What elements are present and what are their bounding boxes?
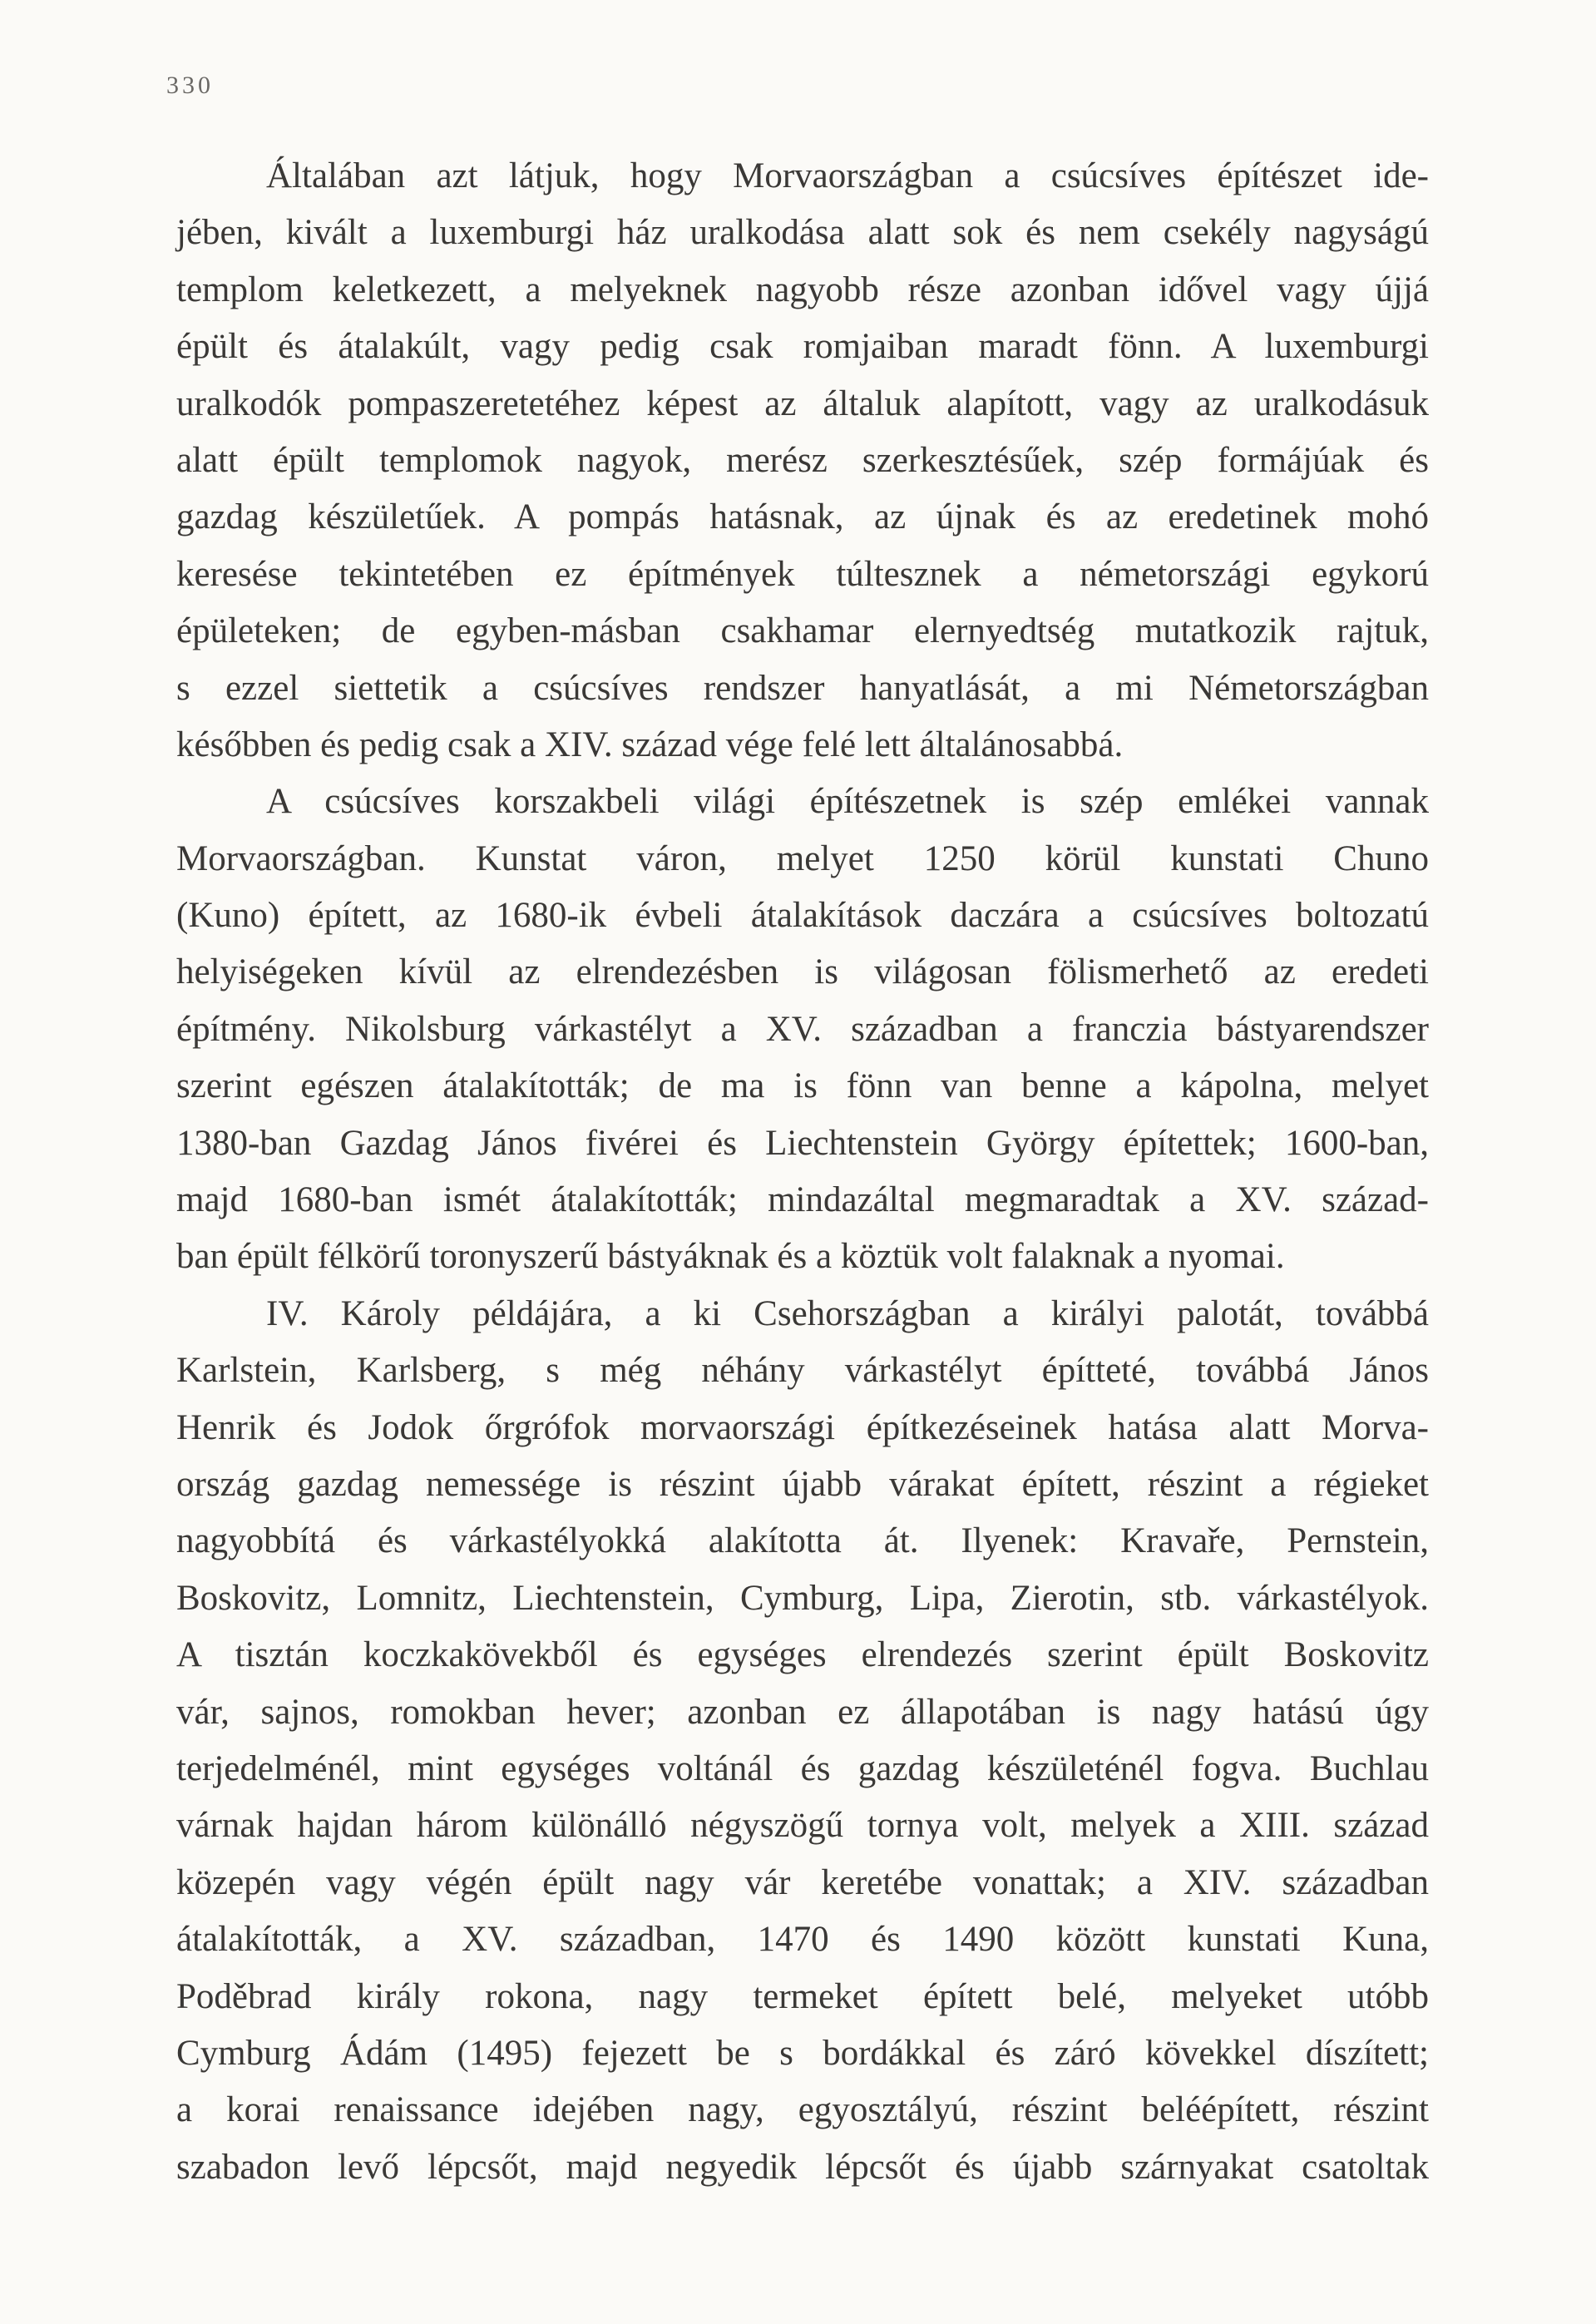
text-line: templom keletkezett, a melyeknek nagyobb része azonban idővel vagy újjá [176,269,1429,309]
text-line: s ezzel siettetik a csúcsíves rendszer hanyatlását, a mi Németországban [176,668,1429,708]
text-line: szabadon levő lépcsőt, majd negyedik lépcsőt és újabb szárnyakat csatoltak [176,2147,1429,2187]
text-line: uralkodók pompaszeretetéhez képest az általuk alapított, vagy az uralkodásuk [176,383,1429,423]
text-line: gazdag készületűek. A pompás hatásnak, az újnak és az eredetinek mohó [176,497,1429,537]
text-line: Henrik és Jodok őrgrófok morvaországi építkezéseinek hatása alatt Morva- [176,1407,1429,1447]
text-line: átalakították, a XV. században, 1470 és 1490 között kunstati Kuna, [176,1920,1429,1960]
text-line: (Kuno) épített, az 1680-ik évbeli átalakítások daczára a csúcsíves boltozatú [176,896,1429,936]
text-line: jében, kivált a luxemburgi ház uralkodása alatt sok és nem csekély nagyságú [176,213,1429,253]
text-line: Általában azt látjuk, hogy Morvaországban a csúcsíves építészet ide- [266,156,1429,195]
text-line: építmény. Nikolsburg várkastélyt a XV. században a franczia bástyarendszer [176,1009,1429,1049]
text-line: IV. Károly példájára, a ki Csehországban a királyi palotát, továbbá [266,1293,1429,1333]
text-line: Cymburg Ádám (1495) fejezett be s bordákkal és záró kövekkel díszített; [176,2033,1429,2073]
text-line: épületeken; de egyben-másban csakhamar elernyedtség mutatkozik rajtuk, [176,611,1429,651]
text-line: 1380-ban Gazdag János fivérei és Liechtenstein György építettek; 1600-ban, [176,1123,1429,1163]
text-line: épült és átalakúlt, vagy pedig csak romjaiban maradt fönn. A luxemburgi [176,327,1429,367]
text-line: várnak hajdan három különálló négyszögű tornya volt, melyek a XIII. század [176,1806,1429,1846]
text-line: Poděbrad király rokona, nagy termeket épített belé, melyeket utóbb [176,1976,1429,2016]
text-line: keresése tekintetében ez építmények túltesznek a németországi egykorú [176,554,1429,594]
text-line: Karlstein, Karlsberg, s még néhány várkastélyt építteté, továbbá János [176,1351,1429,1391]
text-line: Boskovitz, Lomnitz, Liechtenstein, Cymburg, Lipa, Zierotin, stb. várkastélyok. [176,1578,1429,1618]
text-line: vár, sajnos, romokban hever; azonban ez állapotában is nagy hatású úgy [176,1692,1429,1732]
text-line: alatt épült templomok nagyok, merész szerkesztésűek, szép formájúak és [176,440,1429,480]
text-line: későbben és pedig csak a XIV. század vége felé lett általánosabbá. [176,724,1124,764]
body-text [176,148,1429,2196]
text-line: ban épült félkörű toronyszerű bástyáknak és a köztük volt falaknak a nyomai. [176,1237,1285,1277]
text-line: terjedelménél, mint egységes voltánál és gazdag készületénél fogva. Buchlau [176,1748,1429,1788]
text-line: nagyobbítá és várkastélyokká alakította át. Ilyenek: Kravaře, Pernstein, [176,1521,1429,1561]
page-number: 330 [166,72,214,99]
text-line: szerint egészen átalakították; de ma is fönn van benne a kápolna, melyet [176,1066,1429,1106]
text-line: A tisztán koczkakövekből és egységes elrendezés szerint épült Boskovitz [176,1635,1429,1675]
text-line: ország gazdag nemessége is részint újabb várakat épített, részint a régieket [176,1464,1429,1504]
text-line: A csúcsíves korszakbeli világi építészetnek is szép emlékei vannak [266,782,1429,822]
text-line: Morvaországban. Kunstat váron, melyet 1250 körül kunstati Chuno [176,838,1429,878]
text-line: majd 1680-ban ismét átalakították; mindazáltal megmaradtak a XV. század- [176,1180,1429,1220]
text-line: helyiségeken kívül az elrendezésben is világosan fölismerhető az eredeti [176,952,1429,992]
text-line: a korai renaissance idejében nagy, egyosztályú, részint beléépített, részint [176,2090,1429,2130]
text-line: közepén vagy végén épült nagy vár keretébe vonattak; a XIV. században [176,1862,1429,1902]
